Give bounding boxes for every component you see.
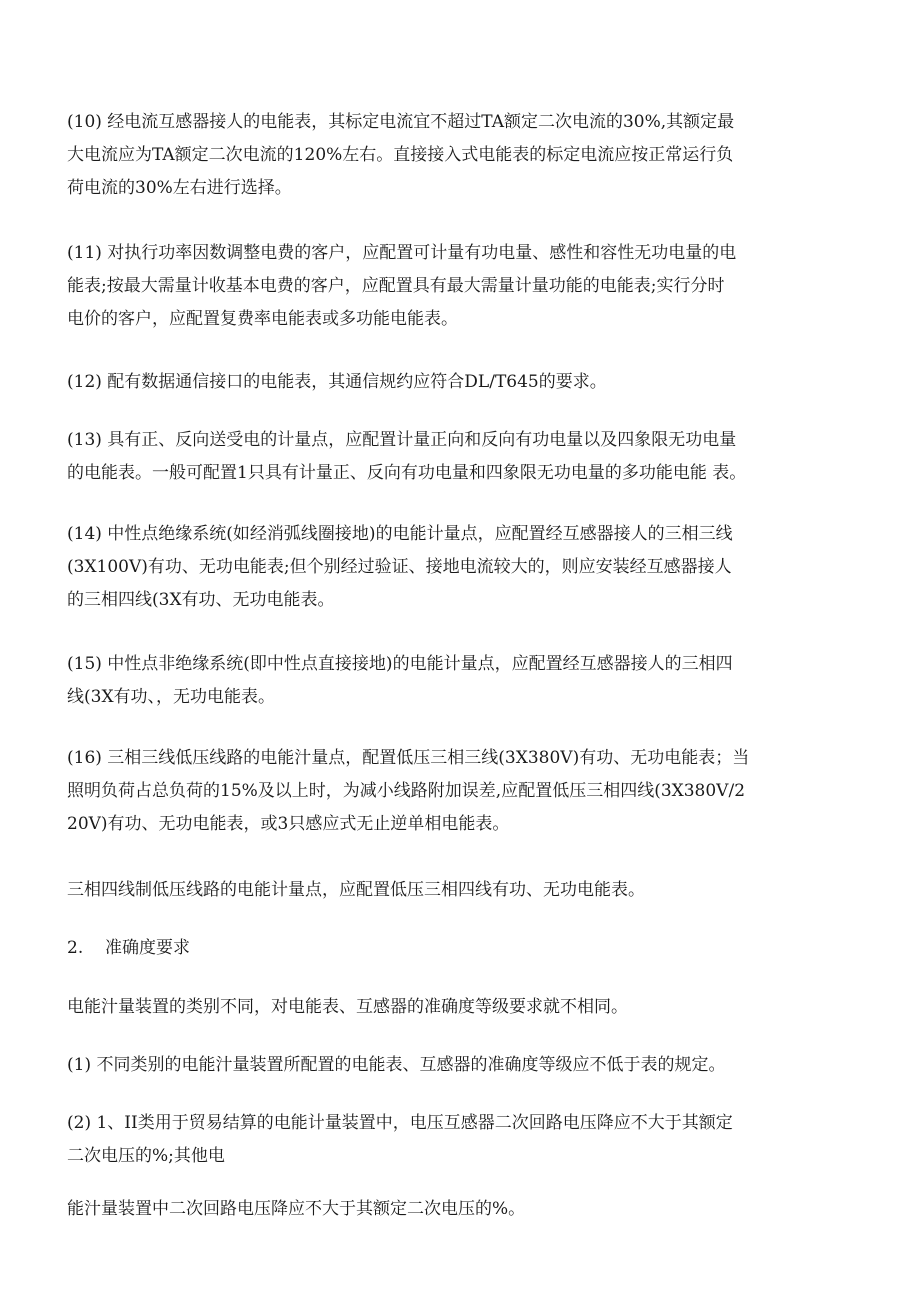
paragraph-line: (14) 中性点绝缘系统(如经消弧线圈接地)的电能计量点，应配置经互感器接人的三相三线: [67, 524, 733, 544]
paragraph-line: (12) 配有数据通信接口的电能表，其通信规约应符合DL/T645的要求。: [67, 372, 607, 392]
paragraph-line: 的三相四线(3X有功、无功电能表。: [67, 590, 335, 610]
section-number: 2.: [67, 938, 84, 958]
paragraph-line: 大电流应为TA额定二次电流的120%左右。直接接入式电能表的标定电流应按正常运行负: [67, 145, 734, 165]
paragraph-line: (16) 三相三线低压线路的电能汁量点，配置低压三相三线(3X380V)有功、无功电能表；当: [67, 748, 750, 768]
paragraph-line: (15) 中性点非绝缘系统(即中性点直接接地)的电能计量点，应配置经互感器接人的三相四: [67, 654, 733, 674]
paragraph-11: [67, 237, 807, 336]
paragraph-line: 的电能表。一般可配置1只具有计量正、反向有功电量和四象限无功电量的多功能电能 表。: [67, 463, 747, 483]
paragraph-12: [67, 366, 807, 399]
paragraph-20: [67, 1107, 807, 1173]
paragraph-line: 二次电压的%;其他电: [67, 1146, 225, 1166]
section-title: 准确度要求: [105, 938, 190, 958]
section-heading-line: [67, 932, 807, 965]
paragraph-15: [67, 648, 807, 714]
paragraph-line: (13) 具有正、反向送受电的计量点，应配置计量正向和反向有功电量以及四象限无功电量: [67, 430, 737, 450]
paragraph-line: 电能汁量装置的类别不同，对电能表、互感器的准确度等级要求就不相同。: [67, 997, 628, 1017]
paragraph-21: [67, 1193, 807, 1226]
paragraph-line: 电价的客户，应配置复费率电能表或多功能电能表。: [67, 309, 458, 329]
paragraph-line: (11) 对执行功率因数调整电费的客户，应配置可计量有功电量、感性和容性无功电量的电: [67, 243, 737, 263]
paragraph-line: (2) 1、II类用于贸易结算的电能计量装置中，电压互感器二次回路电压降应不大于其额定: [67, 1113, 733, 1133]
paragraph-line: 三相四线制低压线路的电能计量点，应配置低压三相四线有功、无功电能表。: [67, 880, 645, 900]
paragraph-10: [67, 106, 807, 205]
paragraph-line: 照明负荷占总负荷的15%及以上时，为减小线路附加误差,应配置低压三相四线(3X380V/2: [67, 781, 746, 801]
paragraph-line: (10) 经电流互感器接人的电能表，其标定电流宜不超过TA额定二次电流的30%,其额定最: [67, 112, 735, 132]
paragraph-line: 荷电流的30%左右进行选择。: [67, 178, 292, 198]
paragraph-16: [67, 742, 807, 841]
paragraph-18: [67, 991, 807, 1024]
paragraph-line: (1) 不同类别的电能汁量装置所配置的电能表、互感器的准确度等级应不低于表的规定。: [67, 1055, 726, 1075]
paragraph-line: 能汁量装置中二次回路电压降应不大于其额定二次电压的%。: [67, 1199, 526, 1219]
paragraph-17: [67, 874, 807, 907]
paragraph-14: [67, 518, 807, 617]
section-heading: [67, 932, 807, 965]
paragraph-line: 线(3X有功、，无功电能表。: [67, 687, 276, 707]
paragraph-13: [67, 424, 807, 490]
paragraph-19: [67, 1049, 807, 1082]
paragraph-line: (3X100V)有功、无功电能表;但个别经过验证、接地电流较大的，则应安装经互感器接人: [67, 557, 732, 577]
paragraph-line: 能表;按最大需量计收基本电费的客户，应配置具有最大需量计量功能的电能表;实行分时: [67, 276, 725, 296]
paragraph-line: 20V)有功、无功电能表，或3只感应式无止逆单相电能表。: [67, 814, 510, 834]
